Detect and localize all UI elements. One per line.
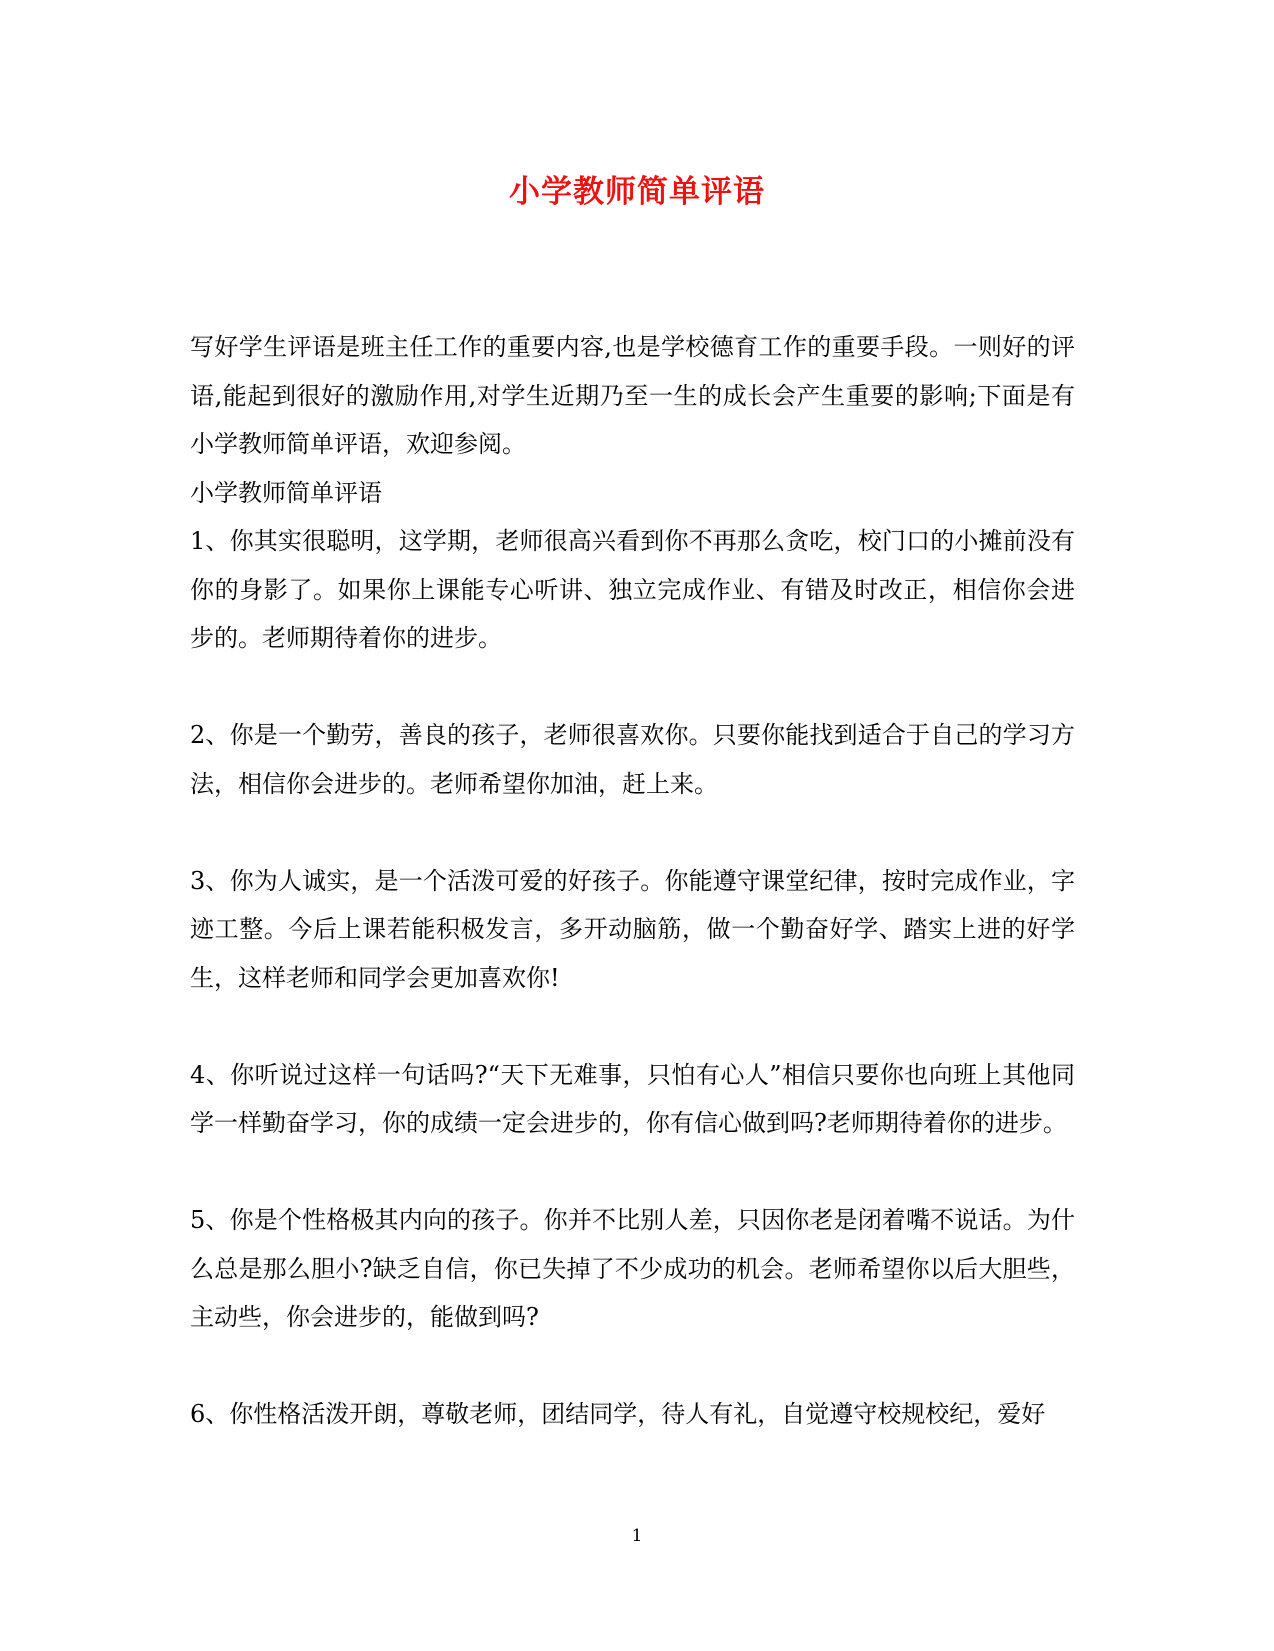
document-body [190, 323, 1075, 1439]
paragraph-gap [190, 1342, 1075, 1391]
intro-paragraph: 写好学生评语是班主任工作的重要内容,也是学校德育工作的重要手段。一则好的评语,能起到很好的激励作用,对学生近期乃至一生的成长会产生重要的影响;下面是有小学教师简单评语，欢迎参阅。 [190, 333, 1075, 458]
comment-paragraph-6: 6、你性格活泼开朗，尊敬老师，团结同学，待人有礼，自觉遵守校规校纪，爱好 [190, 1400, 1046, 1428]
section-heading: 小学教师简单评语 [190, 478, 382, 507]
comment-paragraph-4: 4、你听说过这样一句话吗?“天下无难事，只怕有心人”相信只要你也向班上其他同学一样勤奋学习，你的成绩一定会进步的，你有信心做到吗?老师期待着你的进步。 [190, 1060, 1075, 1137]
paragraph-gap [190, 808, 1075, 857]
comment-paragraph-1: 1、你其实很聪明，这学期，老师很高兴看到你不再那么贪吃，校门口的小摊前没有你的身影了。如果你上课能专心听讲、独立完成作业、有错及时改正，相信你会进步的。老师期待着你的进步。 [190, 527, 1075, 652]
paragraph-gap [190, 1002, 1075, 1051]
paragraph-gap [190, 1148, 1075, 1197]
comment-paragraph-3: 3、你为人诚实，是一个活泼可爱的好孩子。你能遵守课堂纪律，按时完成作业，字迹工整。今后上课若能积极发言，多开动脑筋，做一个勤奋好学、踏实上进的好学生，这样老师和同学会更加喜欢你! [190, 866, 1075, 992]
comment-paragraph-2: 2、你是一个勤劳，善良的孩子，老师很喜欢你。只要你能找到适合于自己的学习方法，相信你会进步的。老师希望你加油，赶上来。 [190, 721, 1075, 798]
page-number: 1 [631, 1526, 643, 1546]
comment-paragraph-5: 5、你是个性格极其内向的孩子。你并不比别人差，只因你老是闭着嘴不说话。为什么总是那么胆小?缺乏自信，你已失掉了不少成功的机会。老师希望你以后大胆些，主动些，你会进步的，能做到吗? [190, 1206, 1075, 1331]
paragraph-gap [190, 663, 1075, 712]
document-title: 小学教师简单评语 [509, 174, 765, 210]
